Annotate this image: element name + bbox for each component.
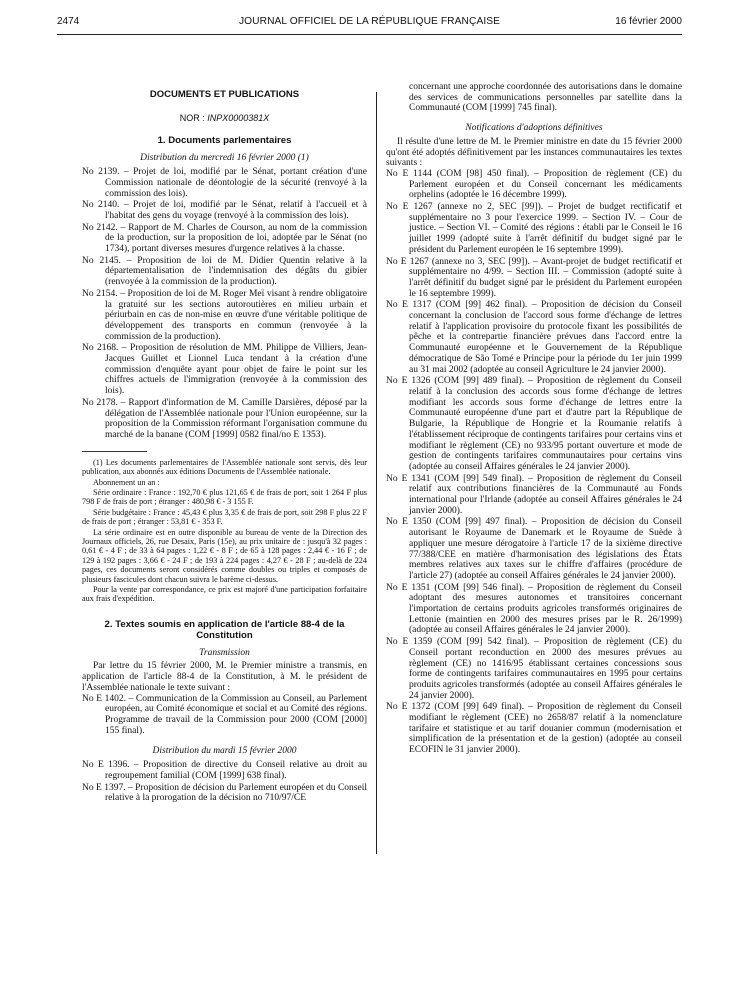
page-header xyxy=(57,16,682,32)
issue-date: 16 février 2000 xyxy=(615,16,682,27)
notification-entry: No E 1317 (COM [99] 462 final). – Proposition de décision du Conseil concernant la conclusion de l'accord sous forme d'échange de lettres relatif à l'application provisoire du protocole fixant les possibilités de pêche et la contrepartie financière prévues dans l'accord entre la Communauté européenne et le Gouvernement de la République démocratique de São Tomé e Principe pour la période du 1er juin 1999 au 31 mai 2002 (adoptée au conseil Agriculture le 24 janvier 2000). xyxy=(386,300,682,375)
footnote-text: Série ordinaire : France : 192,70 € plus 121,65 € de frais de port, soit 1 264 F plus 798 F de frais de port ; étranger : 480,98 € - 3 155 F. xyxy=(82,487,367,507)
section1-subheading: Distribution du mercredi 16 février 2000 (1) xyxy=(140,153,309,164)
distribution-subheading: Distribution du mardi 15 février 2000 xyxy=(152,746,297,757)
notification-entry: No E 1326 (COM [99] 489 final). – Proposition de règlement du Conseil relatif à la conclusion des accords sous forme d'échange de lettres modifiant les accords sous forme d'échange de lettres entre la Communauté européenne d'une part et d'autre part la République de Bulgarie, la République de Hongrie et la Roumanie relatifs à l'établissement réciproque de contingents tarifaires pour certains vins et modifiant le règlement (CE) no 933/95 portant ouverture et mode de gestion de contingents tarifaires communautaires pour certains vins (adoptée au conseil Affaires générales le 24 janvier 2000). xyxy=(386,376,682,472)
notification-entry: No E 1359 (COM [99] 542 final). – Proposition de règlement (CE) du Conseil portant reconduction en 2000 des mesures prévues au règlement (CE) no 1416/95 établissant certaines concessions sous forme de contingents tarifaires communautaires en 1995 pour certains produits agricoles transformés (adoptée au conseil Affaires générales le 24 janvier 2000). xyxy=(386,637,682,701)
footnote-text: (1) Les documents parlementaires de l'Assemblée nationale sont servis, dès leur publication, aux abonnés aux éditions Documents de l'Assemblée nationale. xyxy=(82,457,367,477)
right-column xyxy=(386,82,682,757)
doc-entry: No 2178. – Rapport d'information de M. Camille Darsières, déposé par la délégation de l'Assemblée nationale pour l'Union européenne, sur la proposition de la Commission réformant l'organisation commune du marché de la banane (COM [1999] 0582 final/no E 1353). xyxy=(82,397,367,440)
page-number: 2474 xyxy=(57,16,80,27)
doc-entry-continuation: concernant une approche coordonnée des autorisations dans le domaine des services de communications personnelles par satellite dans la Communauté (COM [1999] 745 final). xyxy=(409,82,682,114)
footnote-text: Pour la vente par correspondance, ce prix est majoré d'une participation forfaitaire aux frais d'expédition. xyxy=(82,584,367,604)
left-column xyxy=(82,90,367,805)
doc-entry: No 2145. – Proposition de loi de M. Didier Quentin relative à la départementalisation de l'indemnisation des dégâts du gibier (renvoyée à la commission de la production). xyxy=(82,255,367,288)
footnote-text: La série ordinaire est en outre disponible au bureau de vente de la Direction des Journaux officiels, 26, rue Desaix, Paris (15e), au prix unitaire de : jusqu'à 32 pages : 0,61 € - 4 F ; de 33 à 64 pages : 1,22 € - 8 F ; de 65 à 128 pages : 2,44 € - 16 F ; de 129 à 192 pages : 3,66 € - 24 F ; de 193 à 224 pages : 4,27 € - 28 F ; au-delà de 224 pages, ces documents seront considérés comme doubles ou triples et composés de plusieurs fascicules dont chacun suivra le barème ci-dessus. xyxy=(82,527,367,584)
column-divider xyxy=(376,92,377,854)
footnote xyxy=(82,458,367,604)
doc-entry: No 2168. – Proposition de résolution de MM. Philippe de Villiers, Jean-Jacques Guillet et Lionnel Luca tendant à la création d'une commission d'enquête ayant pour objet de faire le point sur les chiffres actuels de l'immigration (renvoyée à la commission des lois). xyxy=(82,343,367,397)
notification-entry: No E 1372 (COM [99] 649 final). – Proposition de règlement du Conseil modifiant le règlement (CEE) no 2658/87 relatif à la nomenclature tarifaire et statistique et au tarif douanier commun (modernisation et simplification de la présentation et de la gestion) (adoptée au conseil ECOFIN le 31 janvier 2000). xyxy=(386,702,682,756)
header-rule xyxy=(57,34,682,35)
section2-heading: 2. Textes soumis en application de l'article 88-4 de la Constitution xyxy=(104,618,345,641)
footnote-text: Série budgétaire : France : 45,43 € plus 3,35 € de frais de port, soit 298 F plus 22 F de frais de port ; étranger : 53,81 € - 353 F. xyxy=(82,507,367,527)
notifications-heading: Notifications d'adoptions définitives xyxy=(465,123,603,134)
notifications-intro: Il résulte d'une lettre de M. le Premier ministre en date du 15 février 2000 qu'ont été adoptés définitivement par les instances communautaires les textes suivants : xyxy=(386,136,682,169)
notification-entry: No E 1144 (COM [98] 450 final). – Proposition de règlement (CE) du Parlement européen et du Conseil concernant les médicaments orphelins (adoptée le 16 décembre 1999). xyxy=(386,168,682,201)
notification-entry: No E 1267 (annexe no 3, SEC [99]). – Avant-projet de budget rectificatif et supplémentaire no 4/99. – Section III. – Commission (adopté suite à l'arrêt définitif du budget signé par le président du Parlement européen le 16 septembre 1999). xyxy=(386,256,682,299)
doc-entry: No E 1402. – Communication de la Commission au Conseil, au Parlement européen, au Comité économique et social et au Comité des régions. Programme de travail de la Commission pour 2000 (COM [2000] 155 final). xyxy=(82,693,367,736)
doc-entry: No 2140. – Projet de loi, modifié par le Sénat, relatif à l'accueil et à l'habitat des gens du voyage (renvoyé à la commission des lois). xyxy=(82,200,367,221)
page-title: DOCUMENTS ET PUBLICATIONS xyxy=(149,89,300,100)
notification-entry: No E 1350 (COM [99] 497 final). – Proposition de décision du Conseil autorisant le Royaume de Danemark et le Royaume de Suède à appliquer une mesure dérogatoire à l'article 17 de la sixième directive 77/388/CEE en matière d'harmonisation des législations des États membres relatives aux taxes sur le chiffre d'affaires (procédure de l'article 27) (adoptée au conseil Affaires générales le 24 janvier 2000). xyxy=(386,517,682,581)
nor-label: NOR : xyxy=(179,112,208,123)
notification-entry: No E 1341 (COM [99] 549 final). – Proposition de règlement du Conseil relatif aux contributions financières de la Communauté au Fonds international pour l'Irlande (adoptée au conseil Affaires générales le 24 janvier 2000). xyxy=(386,473,682,516)
footnote-rule xyxy=(82,451,147,452)
nor-code: INPX0000381X xyxy=(207,112,270,123)
section1-heading: 1. Documents parlementaires xyxy=(157,135,292,147)
doc-entry: No 2142. – Rapport de M. Charles de Courson, au nom de la commission de la production, sur la proposition de loi, adoptée par le Sénat (no 1734), portant diverses mesures d'urgence relatives à la chasse. xyxy=(82,222,367,255)
doc-entry: No E 1396. – Proposition de directive du Conseil relative au droit au regroupement familial (COM [1999] 638 final). xyxy=(82,760,367,781)
footnote-text: Abonnement un an : xyxy=(93,477,160,487)
transmission-intro: Par lettre du 15 février 2000, M. le Premier ministre a transmis, en application de l'article 88-4 de la Constitution, à M. le président de l'Assemblée nationale le texte suivant : xyxy=(82,661,367,693)
transmission-subheading: Transmission xyxy=(199,647,250,658)
journal-title: JOURNAL OFFICIEL DE LA RÉPUBLIQUE FRANÇAISE xyxy=(238,16,501,27)
doc-entry: No 2154. – Proposition de loi de M. Roger Meï visant à rendre obligatoire la gratuité sur les sections autoroutières en milieu urbain et périurbain en cas de non-mise en œuvre d'une véritable politique de développement des transports en commun (renvoyée à la commission de la production). xyxy=(82,288,367,342)
doc-entry: No E 1397. – Proposition de décision du Parlement européen et du Conseil relative à la prorogation de la décision no 710/97/CE xyxy=(82,782,367,804)
notification-entry: No E 1351 (COM [99] 546 final). – Proposition de règlement du Conseil adoptant des mesures autonomes et transitoires concernant l'importation de certains produits agricoles transformés originaires de Lettonie (maintien en 2000 des mesures prises par le R. 26/1999) (adoptée au conseil Affaires générales le 24 janvier 2000). xyxy=(386,582,682,636)
notification-entry: No E 1267 (annexe no 2, SEC [99]). – Projet de budget rectificatif et supplémentaire no 3 pour l'exercice 1999. – Section IV. – Cour de justice. – Section VI. – Comité des régions : établi par le Conseil le 16 juillet 1999 (adopté suite à l'arrêt définitif du budget signé par le président du Parlement européen le 16 septembre 1999). xyxy=(386,202,682,255)
nor-reference xyxy=(82,113,367,124)
doc-entry: No 2139. – Projet de loi, modifié par le Sénat, portant création d'une Commission nationale de déontologie de la sécurité (renvoyé à la commission des lois). xyxy=(82,167,367,199)
